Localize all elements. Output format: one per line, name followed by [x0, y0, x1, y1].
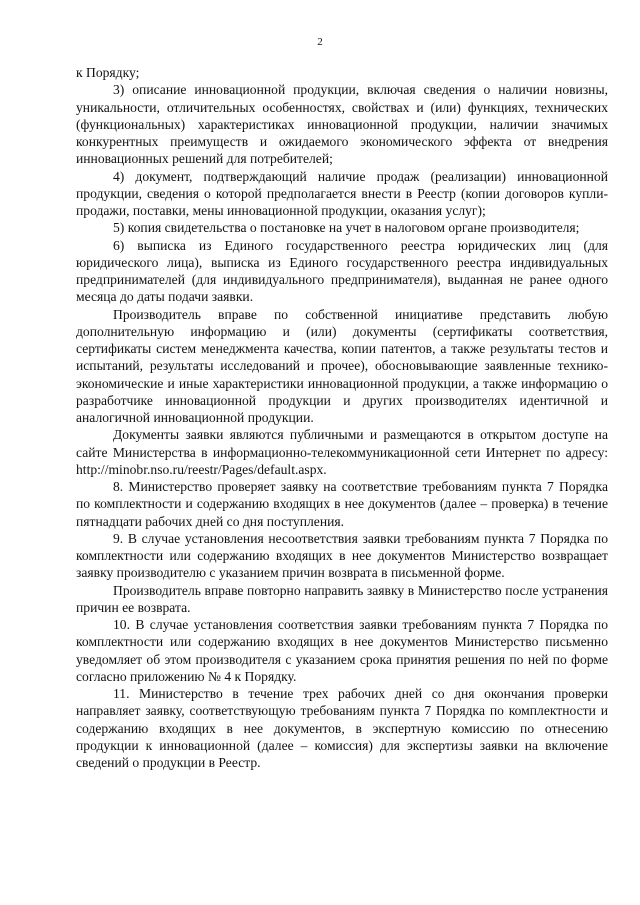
paragraph-item-3: 3) описание инновационной продукции, включая сведения о наличии новизны, уникальности, отличительных особенностях, свойствах и (или) функциях, технических (функциональных) характеристиках инновационной продукции, наличии значимых конкурентных преимуществ и ожидаемого экономического эффекта от внедрения инновационных решений для потребителей; [76, 82, 608, 167]
paragraph-item-6: 6) выписка из Единого государственного реестра юридических лиц (для юридического лица), выписка из Единого государственного реестра индивидуальных предпринимателей (для индивидуального предпринимателя), выданная не ранее одного месяца до даты подачи заявки. [76, 237, 608, 305]
paragraph-clause-10: 10. В случае установления соответствия заявки требованиям пункта 7 Порядка по комплектности или содержанию входящих в нее документов Министерство письменно уведомляет об этом производителя с указанием срока принятия решения по ней по форме согласно приложению № 4 к Порядку. [76, 617, 608, 684]
document-body [76, 64, 608, 771]
paragraph-continuation: к Порядку; [76, 65, 140, 80]
page-number: 2 [317, 36, 323, 48]
paragraph-additional-info: Производитель вправе по собственной инициативе представить любую дополнительную информацию и (или) документы (сертификаты соответствия, сертификаты систем менеджмента качества, копии патентов, а также результаты тестов и испытаний, результаты исследований и прочее), обосновывающие заявленные технико-экономические и иные характеристики инновационной продукции, а также информацию о разработчике инновационной продукции и других производителях идентичной и аналогичной инновационной продукции. [76, 306, 608, 425]
paragraph-clause-8: 8. Министерство проверяет заявку на соответствие требованиям пункта 7 Порядка по комплектности и содержанию входящих в нее документов (далее – проверка) в течение пятнадцати рабочих дней со дня поступления. [76, 479, 608, 529]
paragraph-clause-9: 9. В случае установления несоответствия заявки требованиям пункта 7 Порядка по комплектности или содержанию входящих в нее документов Министерство возвращает заявку производителю с указанием причин возврата в письменной форме. [76, 530, 608, 581]
paragraph-public-documents: Документы заявки являются публичными и размещаются в открытом доступе на сайте Министерства в информационно-телекоммуникационной сети Интернет по адресу: http://minobr.nso.ru/reestr/Pages/default.aspx. [76, 427, 608, 477]
paragraph-item-5: 5) копия свидетельства о постановке на учет в налоговом органе производителя; [113, 220, 580, 236]
paragraph-clause-11: 11. Министерство в течение трех рабочих дней со дня окончания проверки направляет заявку, соответствующую требованиям пункта 7 Порядка по комплектности и содержанию входящих в нее документов, в экспертную комиссию по отнесению продукции к инновационной (далее – комиссия) для экспертизы заявки на включение сведений о продукции в Реестр. [76, 686, 608, 770]
paragraph-resubmission: Производитель вправе повторно направить заявку в Министерство после устранения причин ее возврата. [76, 582, 608, 615]
paragraph-item-4: 4) документ, подтверждающий наличие продаж (реализации) инновационной продукции, сведения о которой предполагается внести в Реестр (копии договоров купли-продажи, поставки, мены инновационной продукции, оказания услуг); [76, 168, 608, 218]
